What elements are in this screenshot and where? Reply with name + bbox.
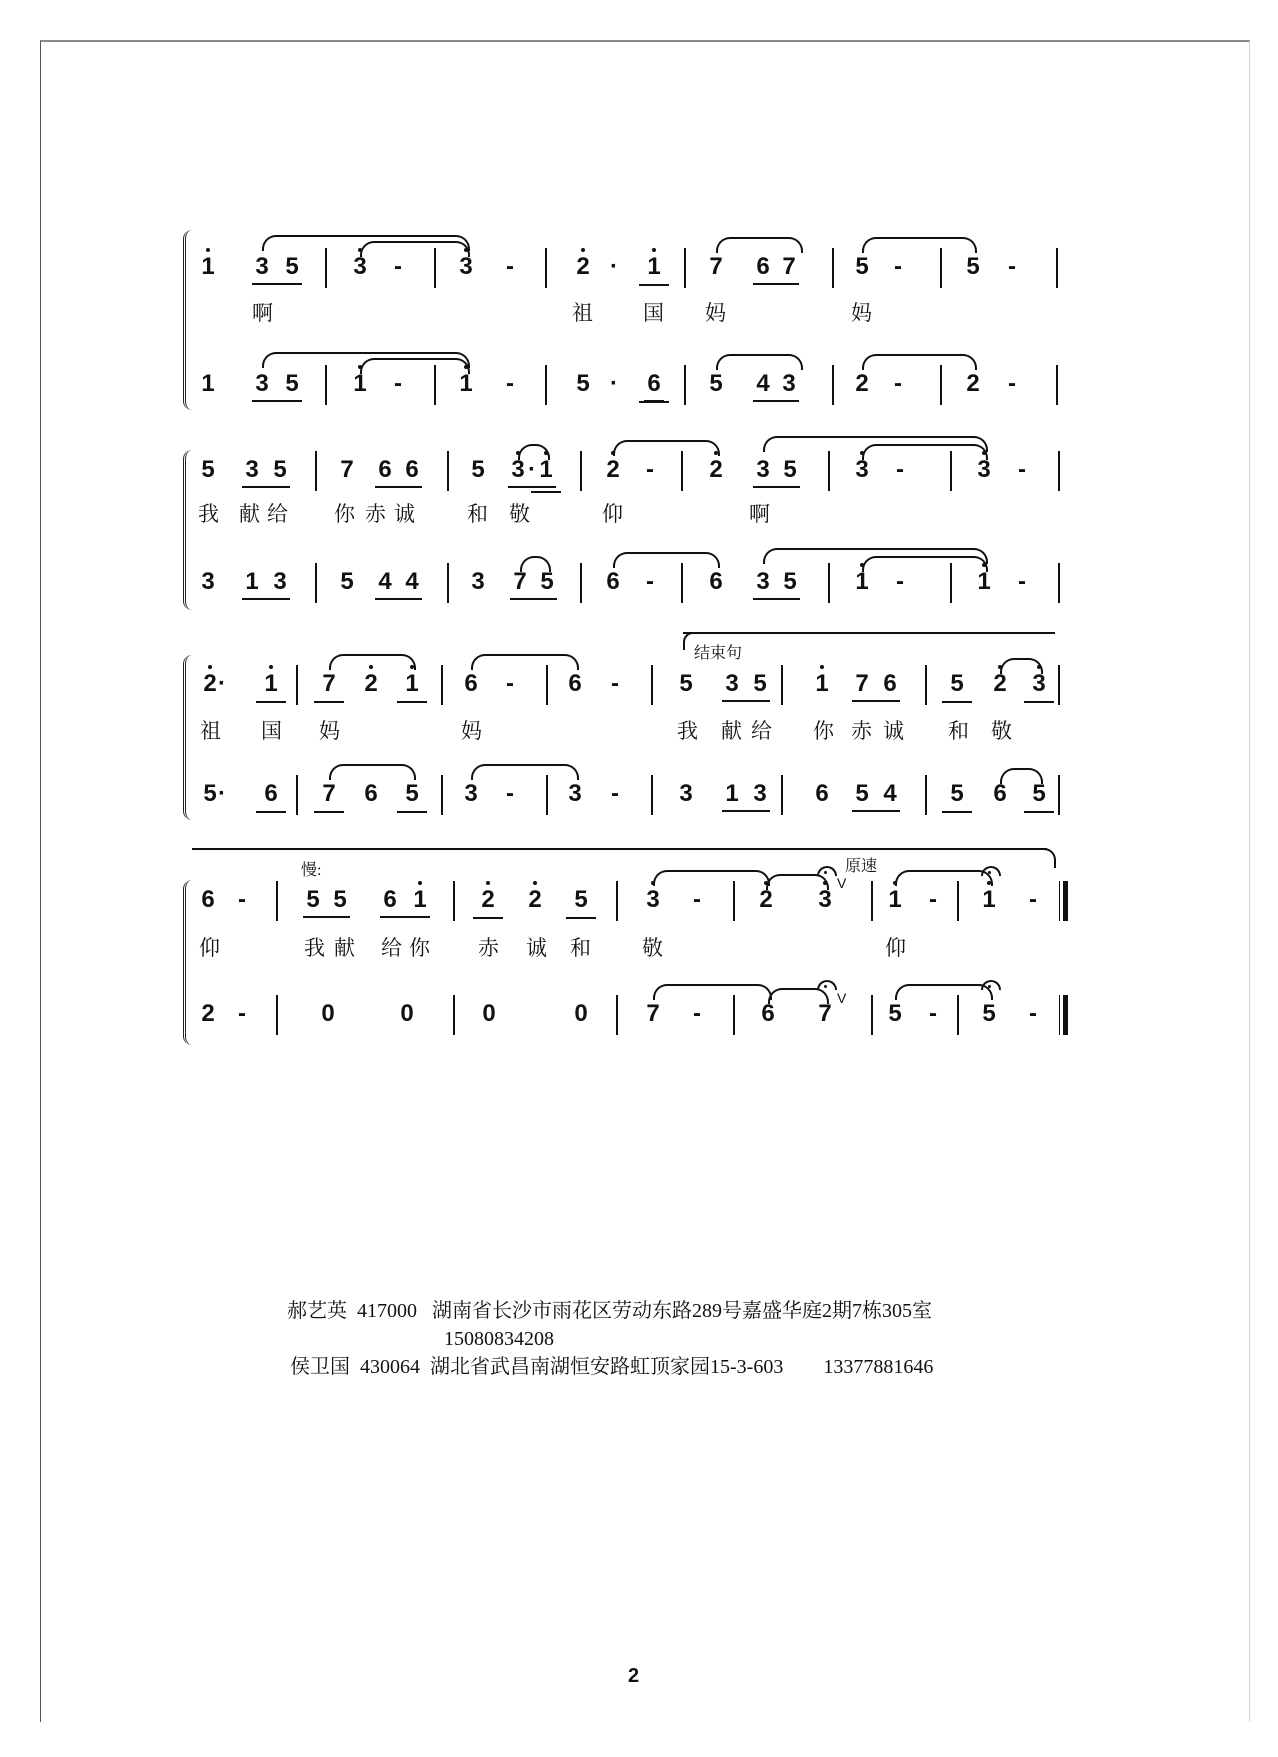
contact-name: 郝艺英	[287, 1300, 347, 1322]
note: 1	[197, 253, 219, 281]
slur	[613, 440, 720, 456]
contact-address: 湖北省武昌南湖恒安路虹顶家园15-3-603	[430, 1356, 784, 1378]
barline	[925, 775, 927, 815]
note: 5	[978, 1000, 1000, 1028]
beam-underline	[252, 400, 302, 402]
contact-postcode: 417000	[357, 1300, 417, 1322]
note: 5	[888, 1000, 902, 1027]
note: 2	[360, 670, 382, 698]
note: 2	[705, 456, 727, 484]
note: 6	[383, 886, 397, 913]
beam-underline	[753, 598, 800, 600]
note: 6	[464, 670, 478, 697]
lyric: 仰	[885, 936, 906, 960]
note: 6	[643, 370, 665, 398]
note: 0	[482, 1000, 496, 1027]
note: 6	[364, 780, 378, 807]
note: 6	[405, 456, 419, 483]
dash: -	[394, 253, 402, 280]
slur	[716, 237, 803, 253]
footer-contact-1	[277, 1275, 932, 1323]
final-barline	[1059, 995, 1068, 1035]
dot: ·	[218, 780, 226, 807]
lyric: 给	[751, 719, 772, 743]
note: 1	[725, 780, 739, 807]
lyric: 和	[467, 502, 488, 526]
note: 5	[471, 456, 485, 483]
note: 3	[349, 253, 371, 281]
lyric: 仰	[199, 936, 220, 960]
note: 7	[646, 1000, 660, 1027]
dash: -	[896, 568, 904, 595]
note: 6	[756, 253, 770, 280]
slur	[716, 354, 803, 370]
note: 3	[455, 253, 477, 281]
note: 2	[755, 886, 777, 914]
slur	[360, 358, 470, 374]
contact-postcode: 430064	[360, 1356, 420, 1378]
slur	[862, 556, 988, 572]
score-page	[40, 40, 1250, 1722]
barline	[828, 563, 830, 603]
note: 1	[978, 886, 1000, 914]
slow-marking: 慢:	[301, 862, 322, 879]
barline	[684, 248, 686, 288]
note: 3	[1028, 670, 1050, 698]
note: 3	[642, 886, 664, 914]
barline	[276, 995, 278, 1035]
dash: -	[1029, 1000, 1037, 1027]
barline	[546, 775, 548, 815]
lyric: 献	[334, 936, 355, 960]
lyric: 和	[948, 719, 969, 743]
lyric: 我	[198, 502, 219, 526]
note: 1	[201, 370, 215, 397]
dash: -	[506, 253, 514, 280]
barline	[940, 248, 942, 288]
barline	[441, 775, 443, 815]
lyric: 妈	[319, 719, 340, 743]
lyric: 给	[267, 502, 288, 526]
dash: -	[1008, 370, 1016, 397]
dash: -	[646, 568, 654, 595]
barline	[441, 665, 443, 705]
note: 4	[756, 370, 770, 397]
note: 4	[405, 568, 419, 595]
note: 7	[782, 253, 796, 280]
lyric: 我	[677, 719, 698, 743]
barline	[681, 451, 683, 491]
barline	[1058, 451, 1060, 491]
note: 7	[814, 1000, 836, 1028]
note: 2	[572, 253, 594, 281]
barline	[296, 775, 298, 815]
note: 3	[782, 370, 796, 397]
barline	[832, 365, 834, 405]
note: 7	[318, 780, 340, 808]
note: 2	[201, 1000, 215, 1027]
barline	[453, 881, 455, 921]
lyric: 祖	[572, 301, 593, 325]
note: 5	[285, 370, 299, 397]
lyric: 妈	[851, 301, 872, 325]
dot: ·	[218, 670, 226, 697]
phrase-line	[192, 848, 1047, 850]
lyric: 祖	[200, 719, 221, 743]
dash: -	[1018, 568, 1026, 595]
lyric: 国	[643, 301, 664, 325]
note: 1	[643, 253, 665, 281]
note: 0	[400, 1000, 414, 1027]
dash: -	[238, 1000, 246, 1027]
note: 3	[725, 670, 739, 697]
footer-contact-2	[280, 1331, 933, 1379]
beam-underline	[508, 486, 556, 488]
note: 3	[973, 456, 995, 484]
note: 1	[535, 456, 557, 484]
lyric: 诚	[883, 719, 904, 743]
contact-phone: 15080834208	[444, 1328, 554, 1350]
barline	[580, 451, 582, 491]
note: 3	[851, 456, 873, 484]
note: 3	[756, 568, 770, 595]
lyric: 国	[261, 719, 282, 743]
barline	[447, 563, 449, 603]
note: 3	[756, 456, 770, 483]
note: 1	[401, 670, 423, 698]
note: 5	[783, 456, 797, 483]
lyric: 赤	[365, 502, 386, 526]
barline	[681, 563, 683, 603]
note: 2	[524, 886, 546, 914]
lyric: 你	[334, 502, 355, 526]
final-barline	[1059, 881, 1068, 921]
barline	[781, 775, 783, 815]
note: 7	[513, 568, 527, 595]
lyric: 给	[381, 936, 402, 960]
barline	[651, 665, 653, 705]
barline	[580, 563, 582, 603]
note: 5	[576, 370, 590, 397]
barline	[832, 248, 834, 288]
slur	[329, 764, 416, 780]
note: 3	[753, 780, 767, 807]
dash: -	[506, 370, 514, 397]
dash: -	[929, 886, 937, 913]
tempo-primo-marking: 原速	[845, 858, 878, 875]
system-brace	[183, 880, 192, 1045]
dash: -	[894, 370, 902, 397]
note: 1	[851, 568, 873, 596]
slur	[360, 241, 470, 257]
slur	[862, 354, 977, 370]
note: 5	[401, 780, 423, 808]
slur	[862, 444, 988, 460]
beam-underline	[722, 810, 770, 812]
slur	[862, 237, 977, 253]
barline	[447, 451, 449, 491]
note: 6	[709, 568, 723, 595]
barline	[546, 665, 548, 705]
lyric: 献	[239, 502, 260, 526]
dash: -	[1029, 886, 1037, 913]
note: 3	[245, 456, 259, 483]
note: 6	[378, 456, 392, 483]
dash: -	[896, 456, 904, 483]
beam-underline	[375, 486, 422, 488]
barline	[616, 995, 618, 1035]
dash: -	[611, 780, 619, 807]
note: 1	[811, 670, 833, 698]
note: 7	[318, 670, 340, 698]
barline	[616, 881, 618, 921]
dot: ·	[610, 253, 618, 280]
note: 1	[260, 670, 282, 698]
barline	[957, 995, 959, 1035]
note: 1	[884, 886, 906, 914]
barline	[871, 995, 873, 1035]
beam-underline	[644, 400, 664, 402]
slur	[653, 870, 770, 886]
note: 5	[273, 456, 287, 483]
contact-phone: 13377881646	[823, 1356, 934, 1378]
note: 5	[1028, 780, 1050, 808]
note: 7	[709, 253, 723, 280]
barline	[733, 995, 735, 1035]
dash: -	[611, 670, 619, 697]
note: 5	[340, 568, 354, 595]
note: 2	[989, 670, 1011, 698]
beam-underline	[753, 486, 800, 488]
system-brace	[183, 450, 192, 610]
dash: -	[394, 370, 402, 397]
note: 3	[201, 568, 215, 595]
barline	[315, 563, 317, 603]
note: 5	[333, 886, 347, 913]
beam-underline	[242, 598, 290, 600]
lyric: 我	[304, 936, 325, 960]
lyric: 啊	[749, 502, 770, 526]
lyric: 仰	[602, 502, 623, 526]
beam-underline	[852, 700, 900, 702]
breath-mark: V	[837, 875, 847, 891]
slur	[1000, 768, 1043, 784]
note: 2	[199, 670, 221, 698]
beam-underline	[510, 598, 557, 600]
barline	[1058, 665, 1060, 705]
barline	[828, 451, 830, 491]
barline	[871, 881, 873, 921]
lyric: 赤	[478, 936, 499, 960]
note: 2	[966, 370, 980, 397]
note: 5	[285, 253, 299, 280]
note: 3	[679, 780, 693, 807]
ending-phrase-line	[683, 632, 1055, 634]
barline	[940, 365, 942, 405]
barline	[325, 365, 327, 405]
lyric: 敬	[991, 719, 1012, 743]
slur	[329, 654, 416, 670]
barline	[925, 665, 927, 705]
note: 6	[993, 780, 1007, 807]
slur	[471, 654, 579, 670]
dash: -	[894, 253, 902, 280]
note: 6	[201, 886, 215, 913]
note: 2	[477, 886, 499, 914]
note: 3	[255, 370, 269, 397]
note: 5	[540, 568, 554, 595]
note: 0	[321, 1000, 335, 1027]
note: 1	[409, 886, 431, 914]
dash: -	[693, 886, 701, 913]
note: 5	[855, 780, 869, 807]
lyric: 妈	[461, 719, 482, 743]
beam-underline	[242, 486, 290, 488]
slur	[768, 988, 829, 1004]
barline	[781, 665, 783, 705]
note: 7	[855, 670, 869, 697]
dash: -	[929, 1000, 937, 1027]
slur	[1000, 658, 1043, 674]
lyric: 和	[570, 936, 591, 960]
note: 5	[203, 780, 217, 807]
note: 5	[201, 456, 215, 483]
note: 6	[568, 670, 582, 697]
page-number: 2	[628, 1665, 640, 1687]
lyric: 啊	[252, 301, 273, 325]
beam-underline	[303, 916, 350, 918]
barline	[957, 881, 959, 921]
barline	[1056, 248, 1058, 288]
lyric: 献	[721, 719, 742, 743]
note: 0	[574, 1000, 588, 1027]
lyric: 敬	[509, 502, 530, 526]
note: 5	[679, 670, 693, 697]
note: 5	[709, 370, 723, 397]
note: 6	[883, 670, 897, 697]
barline	[325, 248, 327, 288]
dash: -	[1018, 456, 1026, 483]
system-brace	[183, 655, 192, 820]
note: 4	[883, 780, 897, 807]
note: 3	[273, 568, 287, 595]
barline	[1058, 563, 1060, 603]
slur	[895, 870, 993, 886]
barline	[545, 248, 547, 288]
dash: -	[646, 456, 654, 483]
note: 1	[245, 568, 259, 595]
beam-underline	[753, 400, 799, 402]
lyric: 你	[813, 719, 834, 743]
barline	[545, 365, 547, 405]
lyric: 你	[409, 936, 430, 960]
beam-underline	[753, 283, 799, 285]
dash: -	[693, 1000, 701, 1027]
lyric: 诚	[394, 502, 415, 526]
note: 5	[783, 568, 797, 595]
note: 6	[260, 780, 282, 808]
system-brace	[183, 230, 192, 410]
slur	[613, 552, 720, 568]
beam-underline	[252, 283, 302, 285]
barline	[315, 451, 317, 491]
dot: ·	[610, 370, 618, 397]
note: 3	[471, 568, 485, 595]
note: 1	[349, 370, 371, 398]
note: 4	[378, 568, 392, 595]
dash: -	[1008, 253, 1016, 280]
lyric: 敬	[642, 936, 663, 960]
barline	[733, 881, 735, 921]
ending-marking: 结束句	[694, 645, 743, 662]
note: 7	[340, 456, 354, 483]
slur	[653, 984, 772, 1000]
lyric: 妈	[705, 301, 726, 325]
note: 5	[570, 886, 592, 914]
note: 5	[966, 253, 980, 280]
beam-underline	[375, 598, 422, 600]
barline	[651, 775, 653, 815]
dot: ·	[528, 456, 536, 483]
note: 6	[761, 1000, 775, 1027]
barline	[296, 665, 298, 705]
lyric: 赤	[851, 719, 872, 743]
note: 3	[814, 886, 836, 914]
dash: -	[506, 780, 514, 807]
contact-address: 湖南省长沙市雨花区劳动东路289号嘉盛华庭2期7栋305室	[432, 1300, 932, 1322]
note: 5	[306, 886, 320, 913]
note: 5	[753, 670, 767, 697]
note: 6	[606, 568, 620, 595]
contact-name: 侯卫国	[290, 1356, 350, 1378]
beam-underline	[380, 916, 430, 918]
barline	[453, 995, 455, 1035]
lyric: 诚	[526, 936, 547, 960]
slur	[766, 874, 829, 890]
slur	[471, 764, 579, 780]
note: 5	[946, 780, 968, 808]
note: 5	[855, 253, 869, 280]
barline	[1058, 775, 1060, 815]
note: 5	[946, 670, 968, 698]
note: 3	[507, 456, 529, 484]
note: 6	[815, 780, 829, 807]
beam-underline	[852, 810, 900, 812]
note: 2	[855, 370, 869, 397]
note: 3	[568, 780, 582, 807]
dash: -	[506, 670, 514, 697]
breath-mark: V	[837, 990, 847, 1006]
note: 3	[464, 780, 478, 807]
slur	[895, 984, 993, 1000]
barline	[276, 881, 278, 921]
dash: -	[238, 886, 246, 913]
note: 2	[602, 456, 624, 484]
beam-underline	[722, 700, 770, 702]
note: 1	[973, 568, 995, 596]
note: 1	[455, 370, 477, 398]
barline	[684, 365, 686, 405]
note: 3	[255, 253, 269, 280]
barline	[1056, 365, 1058, 405]
